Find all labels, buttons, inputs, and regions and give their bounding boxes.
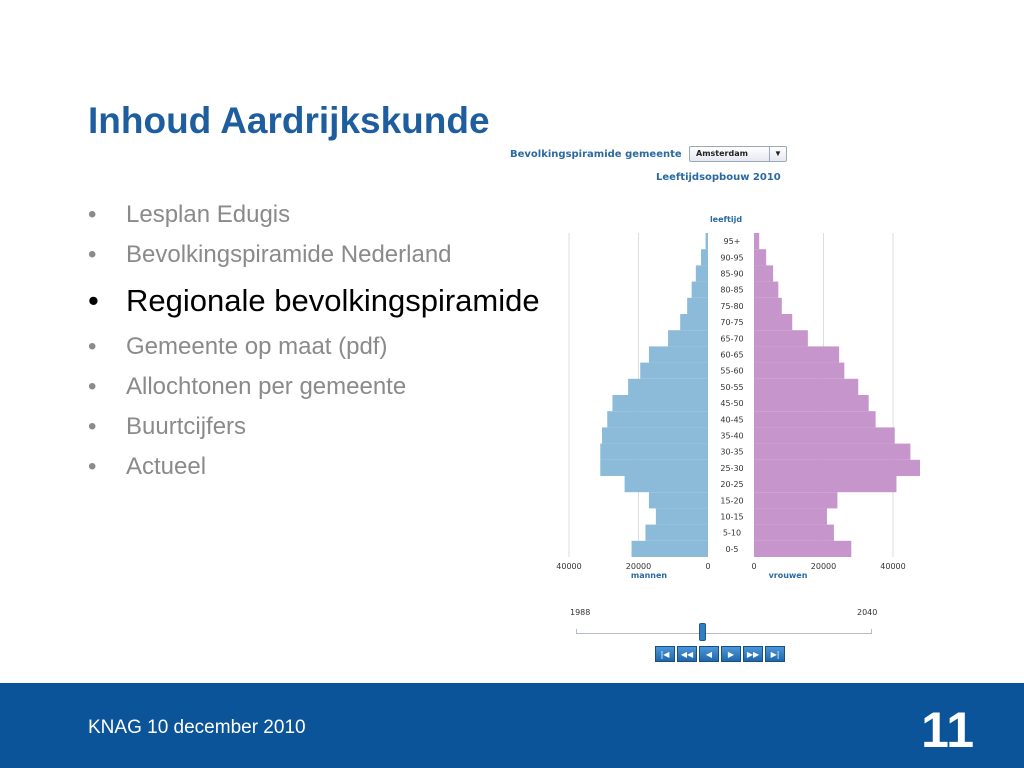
age-label: 75-80: [720, 301, 744, 311]
bar-vrouwen: [754, 298, 782, 314]
bar-vrouwen: [754, 444, 910, 460]
bar-mannen: [680, 314, 708, 330]
age-label: 60-65: [720, 350, 744, 360]
bar-vrouwen: [754, 249, 766, 265]
footer-text: KNAG 10 december 2010: [88, 717, 306, 738]
bar-mannen: [600, 444, 708, 460]
bar-vrouwen: [754, 411, 876, 427]
bar-vrouwen: [754, 265, 773, 281]
bar-mannen: [645, 525, 708, 541]
age-label: 85-90: [720, 269, 744, 279]
age-label: 90-95: [720, 253, 744, 263]
footer-bar: [0, 683, 1024, 768]
bar-vrouwen: [754, 427, 895, 443]
bar-vrouwen: [754, 395, 869, 411]
prev-icon[interactable]: ◀: [699, 646, 719, 662]
x-tick-label: 20000: [810, 562, 837, 571]
age-label: 55-60: [720, 366, 744, 376]
bar-mannen: [640, 363, 708, 379]
first-icon[interactable]: |◀: [655, 646, 675, 662]
bar-vrouwen: [754, 314, 792, 330]
bar-mannen: [701, 249, 708, 265]
bar-mannen: [687, 298, 708, 314]
bar-mannen: [612, 395, 708, 411]
bar-mannen: [692, 282, 708, 298]
age-label: 40-45: [720, 415, 744, 425]
bar-vrouwen: [754, 541, 851, 557]
age-label: 35-40: [720, 431, 744, 441]
age-label: 50-55: [720, 382, 744, 392]
age-label: 65-70: [720, 334, 744, 344]
bar-mannen: [668, 330, 708, 346]
slider-end-year: 2040: [857, 608, 878, 617]
playback-controls: [655, 646, 785, 662]
bullet-text: Allochtonen per gemeente: [126, 373, 407, 400]
pyramid-chart: [500, 140, 920, 600]
bar-mannen: [628, 379, 708, 395]
bar-vrouwen: [754, 363, 844, 379]
year-slider-track[interactable]: [576, 629, 872, 634]
bullet-text: Gemeente op maat (pdf): [126, 333, 388, 360]
bar-vrouwen: [754, 476, 896, 492]
bar-vrouwen: [754, 282, 778, 298]
population-pyramid-widget: [500, 140, 920, 680]
bullet-text: Buurtcijfers: [126, 413, 247, 440]
chevron-down-icon: ▼: [769, 147, 786, 161]
age-label: 20-25: [720, 480, 744, 490]
legend-mannen: mannen: [630, 571, 668, 580]
bar-mannen: [706, 233, 708, 249]
bar-mannen: [600, 460, 708, 476]
slide-title: Inhoud Aardrijkskunde: [88, 100, 490, 141]
widget-subtitle: Leeftijdsopbouw 2010: [656, 172, 781, 183]
play-icon[interactable]: ▶: [721, 646, 741, 662]
bullet-dot: •: [88, 333, 97, 360]
bullet-text: Lesplan Edugis: [126, 201, 291, 228]
age-label: 45-50: [720, 399, 744, 409]
age-label: 0-5: [725, 544, 739, 554]
bar-vrouwen: [754, 460, 920, 476]
bar-mannen: [696, 265, 708, 281]
bullet-text: Bevolkingspiramide Nederland: [126, 241, 452, 268]
bullet-dot: •: [88, 241, 97, 268]
age-label: 70-75: [720, 318, 744, 328]
bar-mannen: [602, 427, 708, 443]
x-tick-label: 40000: [880, 562, 906, 571]
bar-mannen: [656, 508, 708, 524]
bar-vrouwen: [754, 525, 834, 541]
select-value: Amsterdam: [696, 149, 748, 158]
bar-mannen: [632, 541, 708, 557]
age-label: 25-30: [720, 463, 744, 473]
axis-title: leeftijd: [709, 215, 743, 224]
bullet-dot: •: [88, 201, 97, 228]
age-label: 15-20: [720, 496, 744, 506]
bar-vrouwen: [754, 330, 808, 346]
bar-mannen: [649, 492, 708, 508]
age-label: 30-35: [720, 447, 744, 457]
age-label: 10-15: [720, 512, 744, 522]
year-slider-thumb[interactable]: [699, 623, 706, 641]
slider-start-year: 1988: [570, 608, 591, 617]
age-label: 5-10: [722, 528, 742, 538]
bullet-dot: •: [88, 283, 99, 318]
fast-forward-icon[interactable]: ▶▶: [743, 646, 763, 662]
widget-header-label: Bevolkingspiramide gemeente: [510, 149, 682, 160]
age-label: 95+: [723, 237, 741, 247]
x-tick-label: 0: [751, 562, 757, 571]
last-icon[interactable]: ▶|: [765, 646, 785, 662]
x-tick-label: 0: [705, 562, 711, 571]
bar-vrouwen: [754, 492, 837, 508]
bar-vrouwen: [754, 379, 858, 395]
bar-vrouwen: [754, 233, 759, 249]
bullet-text: Regionale bevolkingspiramide: [126, 283, 540, 318]
x-tick-label: 40000: [556, 562, 582, 571]
bar-mannen: [625, 476, 708, 492]
bar-mannen: [607, 411, 708, 427]
bullet-dot: •: [88, 453, 97, 480]
age-label: 80-85: [720, 285, 744, 295]
rewind-icon[interactable]: ◀◀: [677, 646, 697, 662]
legend-vrouwen: vrouwen: [768, 571, 808, 580]
bullet-dot: •: [88, 413, 97, 440]
bullet-dot: •: [88, 373, 97, 400]
bar-vrouwen: [754, 508, 827, 524]
slide-number: 11: [921, 702, 974, 758]
bullet-text: Actueel: [126, 453, 207, 480]
bar-mannen: [649, 346, 708, 362]
x-tick-label: 20000: [625, 562, 652, 571]
bar-vrouwen: [754, 346, 839, 362]
